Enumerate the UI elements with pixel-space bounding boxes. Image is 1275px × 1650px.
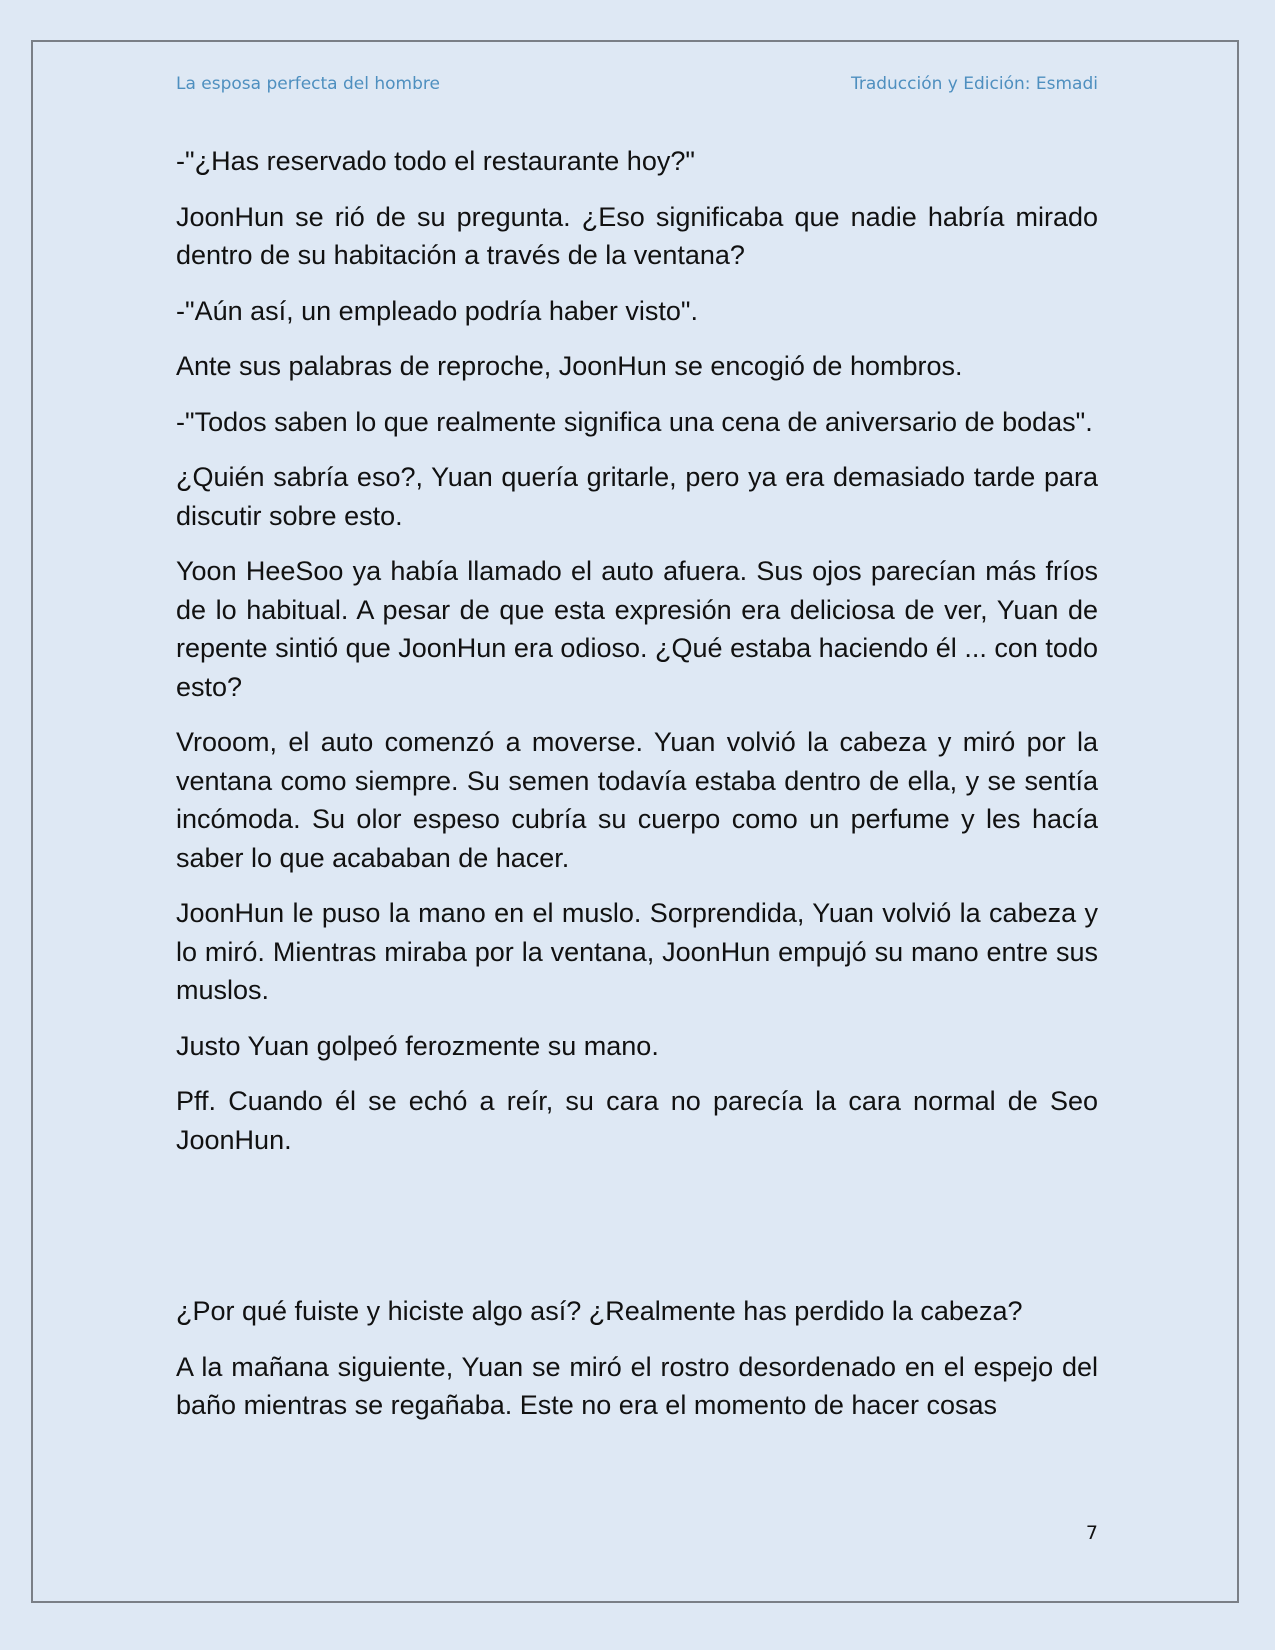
paragraph: -"Aún así, un empleado podría haber visto".: [176, 295, 698, 326]
paragraph: A la mañana siguiente, Yuan se miró el rostro desordenado en el espejo del baño mientras se regañaba. Este no era el momento de hacer cosas: [176, 1351, 1098, 1420]
header-translation-credit: Traducción y Edición: Esmadi: [850, 74, 1098, 94]
paragraph: ¿Quién sabría eso?, Yuan quería gritarle, pero ya era demasiado tarde para discutir sobre esto.: [176, 462, 1098, 531]
header-book-title: La esposa perfecta del hombre: [176, 74, 440, 94]
paragraph: Yoon HeeSoo ya había llamado el auto afuera. Sus ojos parecían más fríos de lo habitual. A pesar de que esta expresión era deliciosa de ver, Yuan de repente sintió que JoonHun era odioso. ¿Qué estaba haciendo él ... con todo esto?: [176, 556, 1098, 702]
page-number: 7: [1085, 1522, 1098, 1544]
paragraph: Vrooom, el auto comenzó a moverse. Yuan volvió la cabeza y miró por la ventana como siempre. Su semen todavía estaba dentro de ella, y se sentía incómoda. Su olor espeso cubría su cuerpo como un perfume y les hacía saber lo que acababan de hacer.: [176, 727, 1098, 873]
paragraph: Ante sus palabras de reproche, JoonHun se encogió de hombros.: [176, 351, 963, 381]
paragraph: -"Todos saben lo que realmente significa una cena de aniversario de bodas".: [176, 406, 1093, 437]
running-header: [176, 74, 1098, 98]
paragraph: Justo Yuan golpeó ferozmente su mano.: [176, 1030, 659, 1061]
paragraph: -"¿Has reservado todo el restaurante hoy?": [176, 146, 695, 176]
document-body: [176, 142, 1098, 1442]
paragraph: Pff. Cuando él se echó a reír, su cara no parecía la cara normal de Seo JoonHun.: [176, 1086, 1098, 1155]
paragraph: ¿Por qué fuiste y hiciste algo así? ¿Realmente has perdido la cabeza?: [176, 1296, 1023, 1326]
paragraph: JoonHun le puso la mano en el muslo. Sorprendida, Yuan volvió la cabeza y lo miró. Mientras miraba por la ventana, JoonHun empujó su mano entre sus muslos.: [176, 898, 1098, 1005]
paragraph: JoonHun se rió de su pregunta. ¿Eso significaba que nadie habría mirado dentro de su habitación a través de la ventana?: [176, 201, 1098, 270]
